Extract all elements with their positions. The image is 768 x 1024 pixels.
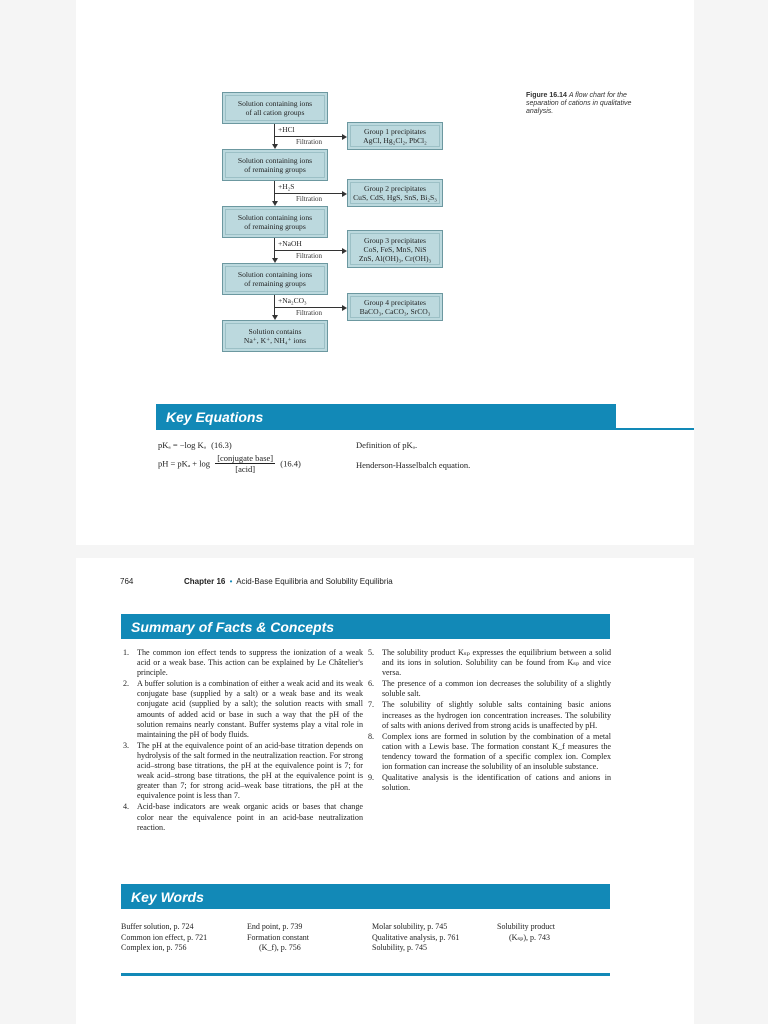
reagent-label: +Na₂CO₃ bbox=[278, 296, 307, 305]
equation-1: pKₐ = −log Kₐ (16.3) bbox=[158, 440, 232, 450]
summary-heading: Summary of Facts & Concepts bbox=[131, 618, 335, 635]
arrow-down-icon bbox=[272, 144, 278, 149]
key-words-column-4 bbox=[497, 922, 555, 943]
key-word: Buffer solution, p. 724 bbox=[121, 922, 194, 931]
flow-branch bbox=[274, 193, 342, 194]
arrow-down-icon bbox=[272, 315, 278, 320]
key-equations-banner bbox=[156, 404, 616, 430]
key-word: (K_f), p. 756 bbox=[259, 943, 301, 952]
flow-connector bbox=[274, 124, 275, 144]
key-word: Formation constant bbox=[247, 932, 309, 942]
running-head: Chapter 16 • Acid-Base Equilibria and Solubility Equilibria bbox=[184, 577, 393, 586]
key-words-heading: Key Words bbox=[131, 888, 204, 905]
summary-item: 2. A buffer solution is a combination of either a weak acid and its weak conjugate base (supplied by a salt) or a weak base and its weak conjugate acid (supplied by a salt); the solution reacts with small amounts of added acid or base in such a way that the pH of the solution remains nearly constant. Buffer systems play a vital role in maintaining the pH of body fluids. bbox=[123, 679, 363, 739]
summary-column-right bbox=[368, 648, 611, 794]
summary-column-left bbox=[123, 648, 363, 834]
flow-connector bbox=[274, 181, 275, 201]
key-word: Molar solubility, p. 745 bbox=[372, 922, 448, 931]
flow-branch bbox=[274, 136, 342, 137]
key-equations-rule bbox=[616, 428, 694, 430]
key-word: Solubility, p. 745 bbox=[372, 943, 428, 952]
flow-branch bbox=[274, 250, 342, 251]
page-number: 764 bbox=[120, 577, 134, 586]
summary-item: 9. Qualitative analysis is the identification of cations and anions in solution. bbox=[368, 773, 611, 793]
key-word: Solubility product bbox=[497, 922, 555, 931]
filtration-label: Filtration bbox=[296, 138, 323, 146]
key-words-column-2 bbox=[247, 922, 309, 954]
arrow-down-icon bbox=[272, 258, 278, 263]
key-word: Qualitative analysis, p. 761 bbox=[372, 932, 460, 942]
summary-item: 1. The common ion effect tends to suppress the ionization of a weak acid or a weak base. This action can be explained by Le Châtelier's principle. bbox=[123, 648, 363, 678]
reagent-label: +NaOH bbox=[278, 239, 302, 248]
summary-item: 4. Acid-base indicators are weak organic acids or bases that change color near the equivalence point in an acid-base neutralization reaction. bbox=[123, 802, 363, 832]
key-words-banner bbox=[121, 884, 610, 909]
group-3-box: Group 3 precipitates CoS, FeS, MnS, NiS ZnS, Al(OH)₃, Cr(OH)₃ bbox=[347, 230, 443, 268]
flow-box-final-solution: Solution contains Na⁺, K⁺, NH₄⁺ ions bbox=[222, 320, 328, 352]
flow-connector bbox=[274, 238, 275, 258]
filtration-label: Filtration bbox=[296, 309, 323, 317]
flow-box-all-cations: Solution containing ions of all cation groups bbox=[222, 92, 328, 124]
arrow-down-icon bbox=[272, 201, 278, 206]
filtration-label: Filtration bbox=[296, 195, 323, 203]
group-1-box: Group 1 precipitates AgCl, Hg₂Cl₂, PbCl₂ bbox=[347, 122, 443, 150]
equation-fraction: $\frac{\text{[conjugate base]}}{\text{[acid]}}$ bbox=[217, 453, 274, 474]
equation-1-description: Definition of pKₐ. bbox=[356, 440, 418, 450]
summary-item: 3. The pH at the equivalence point of an acid-base titration depends on hydrolysis of the salt formed in the neutralization reaction. For strong acid–strong base titrations, the pH at the equivalence point is 7; for weak acid–strong base titrations, the pH at the equivalence point is greater than 7; for strong acid–weak base titrations, the pH at the equivalence point is less than 7. bbox=[123, 740, 363, 801]
filtration-label: Filtration bbox=[296, 252, 323, 260]
flow-box-remaining-3: Solution containing ions of remaining groups bbox=[222, 263, 328, 295]
equation-2-description: Henderson-Hasselbalch equation. bbox=[356, 460, 471, 470]
figure-caption bbox=[526, 92, 656, 116]
summary-item: 5. The solubility product Kₛₚ expresses the equilibrium between a solid and its ions in solution. Solubility can be found from Kₛₚ and vice versa. bbox=[368, 648, 611, 678]
group-4-box: Group 4 precipitates BaCO₃, CaCO₃, SrCO₃ bbox=[347, 293, 443, 321]
key-words-column-3 bbox=[372, 922, 459, 954]
flow-branch bbox=[274, 307, 342, 308]
summary-item: 7. The solubility of slightly soluble salts containing basic anions increases as the hydrogen ion concentration increases. The solubility of salts with anions derived from strong acids is unaffected by pH. bbox=[368, 700, 611, 730]
summary-banner bbox=[121, 614, 610, 639]
key-words-column-1 bbox=[121, 922, 207, 954]
group-2-box: Group 2 precipitates CuS, CdS, HgS, SnS, Bi₂S₃ bbox=[347, 179, 443, 207]
equation-2: pH = pKₐ + log $\frac{\text{[conjugate base]}}{\text{[acid]}}$ (16.4) bbox=[158, 453, 301, 474]
figure-label: Figure 16.14 bbox=[526, 92, 567, 99]
key-equations-heading: Key Equations bbox=[166, 409, 264, 425]
flow-connector bbox=[274, 295, 275, 315]
key-word: Common ion effect, p. 721 bbox=[121, 932, 208, 942]
bottom-rule bbox=[121, 973, 610, 976]
flow-box-remaining-2: Solution containing ions of remaining groups bbox=[222, 206, 328, 238]
reagent-label: +HCl bbox=[278, 125, 295, 134]
key-word: End point, p. 739 bbox=[247, 922, 303, 931]
reagent-label: +H₂S bbox=[278, 182, 295, 191]
figure-caption-text: A flow chart for the separation of cations in qualitative analysis. bbox=[526, 92, 632, 115]
key-word: (Kₛₚ), p. 743 bbox=[509, 932, 550, 942]
summary-item: 6. The presence of a common ion decreases the solubility of a slightly soluble salt. bbox=[368, 679, 611, 699]
summary-item: 8. Complex ions are formed in solution by the combination of a metal cation with a Lewis base. The formation constant K_f measures the tendency toward the formation of a specific complex ion. Complex ion formation can increase the solubility of an insoluble substance. bbox=[368, 731, 611, 772]
flow-box-remaining-1: Solution containing ions of remaining groups bbox=[222, 149, 328, 181]
key-word: Complex ion, p. 756 bbox=[121, 943, 187, 952]
